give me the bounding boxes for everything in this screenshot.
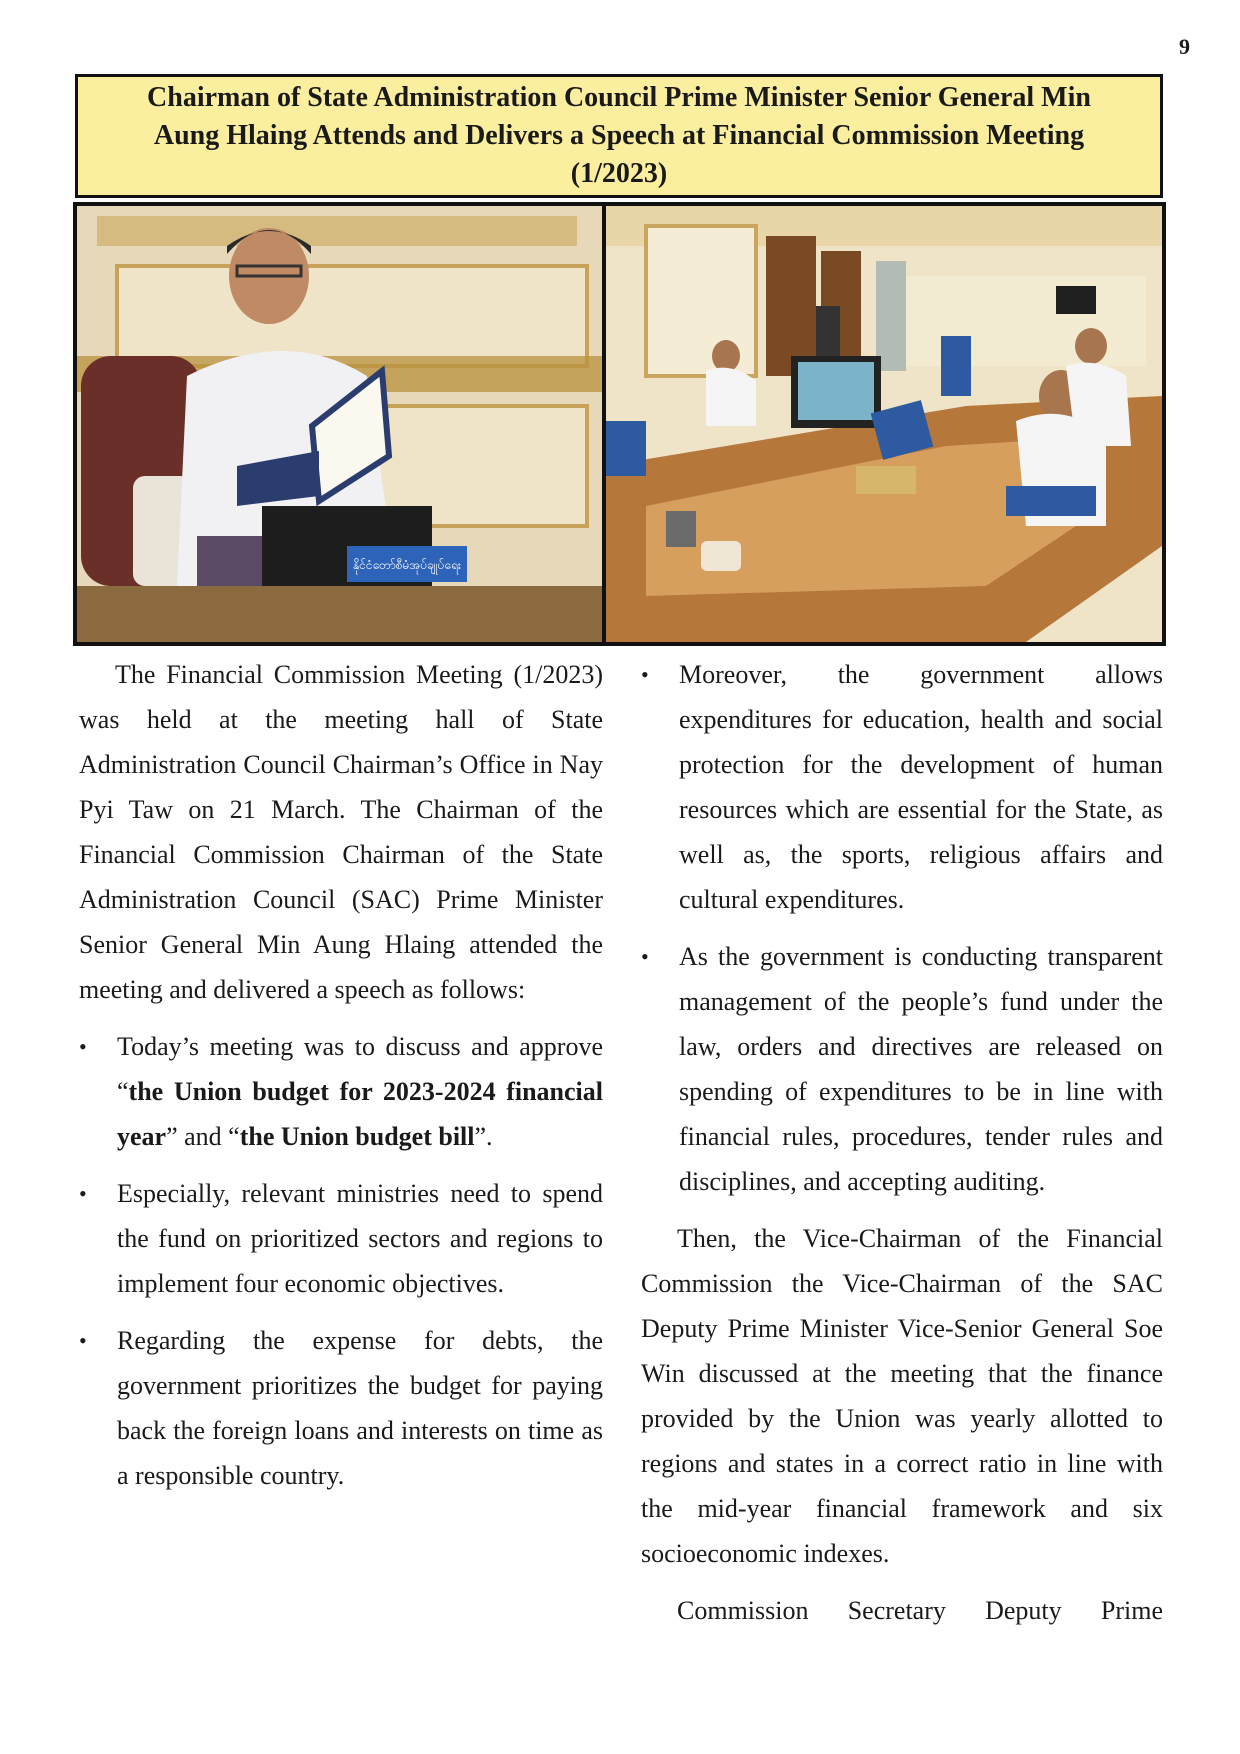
bullet1-text-part1: Today’s meeting was to discuss and approve “	[117, 1032, 603, 1106]
photo-meeting-hall	[606, 206, 1162, 642]
bullet1-text-part3: ”.	[474, 1122, 493, 1151]
secretary-paragraph: Commission Secretary Deputy Prime	[677, 1596, 1163, 1625]
bullet-item-budget-approval	[79, 1024, 603, 1159]
article-title-banner	[75, 74, 1163, 198]
bullet-item-prioritized-sectors: • Especially, relevant ministries need to spend the fund on prioritized sectors and regions to implement four economic objectives.	[79, 1171, 603, 1306]
nameplate-text: နိုင်ငံတော်စီမံအုပ်ချုပ်ရေး	[353, 558, 461, 572]
intro-paragraph: The Financial Commission Meeting (1/2023) was held at the meeting hall of State Administration Council Chairman’s Office in Nay Pyi Taw on 21 March. The Chairman of the Financial Commission Chairman of the State Administration Council (SAC) Prime Minister Senior General Min Aung Hlaing attended the meeting and delivered a speech as follows:	[79, 660, 603, 1004]
bullet1-bold-union-budget-bill: the Union budget bill	[239, 1122, 475, 1151]
photo-frame	[73, 202, 1166, 646]
speech-points-list	[79, 1024, 603, 1498]
bullet-item-debt-expense: • Regarding the expense for debts, the government prioritizes the budget for paying back the foreign loans and interests on time as a responsible country.	[79, 1318, 603, 1498]
article-title: Chairman of State Administration Council Prime Minister Senior General Min Aung Hlaing Attends and Delivers a Speech at Financial Commission Meeting (1/2023)	[147, 82, 1091, 189]
speech-points-list-continued	[641, 652, 1163, 1204]
right-column	[641, 652, 1163, 1645]
bullet1-bold-union-budget-2023-2024: the Union budget for 2023-2024 financial year	[117, 1077, 603, 1151]
bullet-item-transparent-management: • As the government is conducting transparent management of the people’s fund under the law, orders and directives are released on spending of expenditures to be in line with financial rules, procedures, tender rules and disciplines, and accepting auditing.	[641, 934, 1163, 1204]
bullet-item-social-expenditures: • Moreover, the government allows expenditures for education, health and social protection for the development of human resources which are essential for the State, as well as, the sports, religious affairs and cultural expenditures.	[641, 652, 1163, 922]
photo-speaker	[77, 206, 602, 642]
page-number: 9	[1179, 34, 1190, 59]
bullet1-text-part2: ” and “	[166, 1122, 240, 1151]
speaker-photo-illustration	[77, 206, 602, 642]
vice-chairman-paragraph: Then, the Vice-Chairman of the Financial Commission the Vice-Chairman of the SAC Deputy Prime Minister Vice-Senior General Soe Win discussed at the meeting that the finance provided by the Union was yearly allotted to regions and states in a correct ratio in line with the mid-year financial framework and six socioeconomic indexes.	[641, 1224, 1163, 1568]
meeting-hall-photo-illustration	[606, 206, 1162, 642]
left-column	[79, 652, 603, 1510]
